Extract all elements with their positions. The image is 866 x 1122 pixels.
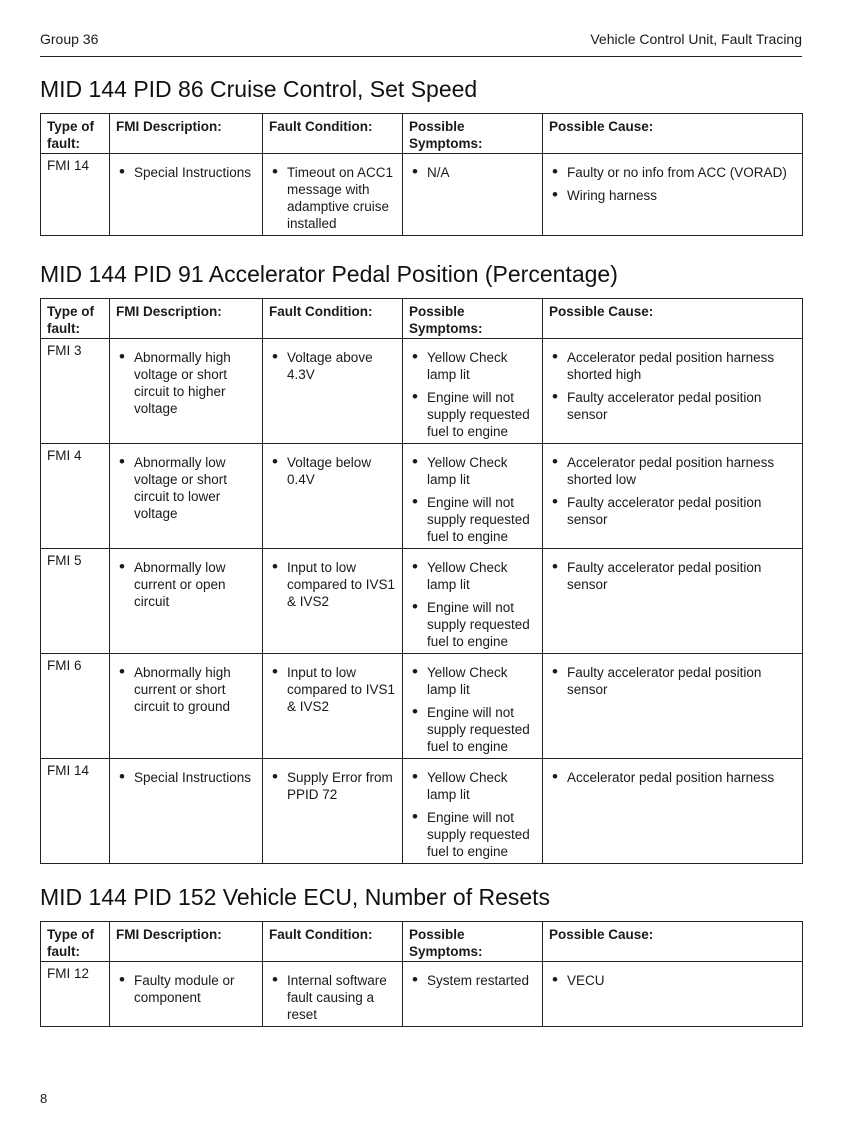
bullet-list (117, 559, 258, 610)
fault-condition-header: Fault Condition: (263, 114, 403, 154)
bullet-list (550, 972, 798, 989)
bullet-item: • Engine will not supply requested fuel to engine (410, 389, 538, 440)
possible-cause-header: Possible Cause: (543, 922, 803, 962)
possible-symptoms-header: Possible Symptoms: (403, 114, 543, 154)
fmi-code: FMI 6 (41, 654, 110, 759)
bullet-list (117, 164, 258, 181)
fault-condition-cell (263, 549, 403, 654)
fmi-description-header: FMI Description: (110, 299, 263, 339)
bullet-item: • Input to low compared to IVS1 & IVS2 (270, 664, 398, 715)
bullet-list (270, 349, 398, 383)
bullet-item: • Wiring harness (550, 187, 798, 204)
bullet-item: • Special Instructions (117, 769, 258, 786)
bullet-item: • Supply Error from PPID 72 (270, 769, 398, 803)
bullet-item: • Abnormally low voltage or short circuit to lower voltage (117, 454, 258, 522)
bullet-list (117, 454, 258, 522)
table-row (41, 962, 803, 1027)
table-row (41, 444, 803, 549)
fmi-code: FMI 4 (41, 444, 110, 549)
bullet-item: • Input to low compared to IVS1 & IVS2 (270, 559, 398, 610)
fault-condition-header: Fault Condition: (263, 922, 403, 962)
table-header-row (41, 922, 803, 962)
possible-symptoms-cell (403, 962, 543, 1027)
fault-table-pid-152 (40, 921, 803, 1027)
possible-cause-cell (543, 549, 803, 654)
possible-symptoms-header: Possible Symptoms: (403, 922, 543, 962)
bullet-item: • Abnormally low current or open circuit (117, 559, 258, 610)
possible-symptoms-cell (403, 154, 543, 236)
bullet-item: • Accelerator pedal position harness shorted low (550, 454, 798, 488)
bullet-item: • Faulty or no info from ACC (VORAD) (550, 164, 798, 181)
bullet-item: • Engine will not supply requested fuel to engine (410, 494, 538, 545)
bullet-list (410, 164, 538, 181)
possible-symptoms-cell (403, 654, 543, 759)
bullet-item: • Faulty accelerator pedal position sensor (550, 389, 798, 423)
bullet-item: • N/A (410, 164, 538, 181)
section-title-pid-152: MID 144 PID 152 Vehicle ECU, Number of Resets (40, 884, 551, 910)
fault-condition-cell (263, 654, 403, 759)
fmi-code: FMI 12 (41, 962, 110, 1027)
bullet-item: • Abnormally high voltage or short circuit to higher voltage (117, 349, 258, 417)
bullet-item: • Faulty module or component (117, 972, 258, 1006)
possible-cause-cell (543, 444, 803, 549)
fmi-description-cell (110, 962, 263, 1027)
fmi-code: FMI 14 (41, 154, 110, 236)
bullet-list (270, 164, 398, 232)
header-title: Vehicle Control Unit, Fault Tracing (590, 31, 802, 47)
possible-symptoms-header: Possible Symptoms: (403, 299, 543, 339)
possible-symptoms-cell (403, 759, 543, 864)
bullet-list (550, 454, 798, 528)
bullet-list (270, 664, 398, 715)
bullet-item: • VECU (550, 972, 798, 989)
bullet-item: • Voltage above 4.3V (270, 349, 398, 383)
bullet-list (270, 454, 398, 488)
fault-table-pid-91 (40, 298, 803, 864)
fault-table-pid-86 (40, 113, 803, 236)
fault-type-header: Type of fault: (41, 922, 110, 962)
bullet-list (550, 349, 798, 423)
bullet-item: • Engine will not supply requested fuel to engine (410, 599, 538, 650)
possible-symptoms-cell (403, 444, 543, 549)
table-row (41, 339, 803, 444)
bullet-item: • Engine will not supply requested fuel to engine (410, 809, 538, 860)
fmi-code: FMI 5 (41, 549, 110, 654)
fmi-description-cell (110, 339, 263, 444)
bullet-list (550, 769, 798, 786)
page-number: 8 (40, 1091, 48, 1106)
fmi-description-cell (110, 759, 263, 864)
fmi-description-cell (110, 549, 263, 654)
bullet-item: • Abnormally high current or short circuit to ground (117, 664, 258, 715)
possible-cause-cell (543, 759, 803, 864)
bullet-item: • Accelerator pedal position harness shorted high (550, 349, 798, 383)
fault-condition-header: Fault Condition: (263, 299, 403, 339)
bullet-item: • Faulty accelerator pedal position sensor (550, 494, 798, 528)
bullet-list (270, 972, 398, 1023)
bullet-item: • Faulty accelerator pedal position sensor (550, 559, 798, 593)
bullet-item: • Engine will not supply requested fuel to engine (410, 704, 538, 755)
table-row (41, 154, 803, 236)
bullet-list (117, 349, 258, 417)
bullet-list (550, 559, 798, 593)
header-divider (40, 56, 802, 57)
bullet-list (410, 769, 538, 860)
bullet-list (550, 164, 798, 204)
bullet-item: • Faulty accelerator pedal position sensor (550, 664, 798, 698)
bullet-list (410, 664, 538, 755)
bullet-item: • Yellow Check lamp lit (410, 664, 538, 698)
fmi-description-cell (110, 154, 263, 236)
fmi-description-cell (110, 654, 263, 759)
bullet-list (270, 559, 398, 610)
possible-cause-cell (543, 962, 803, 1027)
fault-condition-cell (263, 759, 403, 864)
fault-condition-cell (263, 444, 403, 549)
bullet-list (550, 664, 798, 698)
fmi-code: FMI 3 (41, 339, 110, 444)
bullet-list (410, 349, 538, 440)
bullet-item: • Yellow Check lamp lit (410, 454, 538, 488)
possible-cause-cell (543, 654, 803, 759)
bullet-list (410, 454, 538, 545)
fmi-description-header: FMI Description: (110, 922, 263, 962)
possible-cause-header: Possible Cause: (543, 114, 803, 154)
bullet-item: • System restarted (410, 972, 538, 989)
bullet-list (117, 769, 258, 786)
bullet-list (410, 972, 538, 989)
table-header-row (41, 114, 803, 154)
bullet-item: • Voltage below 0.4V (270, 454, 398, 488)
fault-condition-cell (263, 154, 403, 236)
fmi-code: FMI 14 (41, 759, 110, 864)
possible-cause-header: Possible Cause: (543, 299, 803, 339)
fault-type-header: Type of fault: (41, 299, 110, 339)
possible-symptoms-cell (403, 339, 543, 444)
bullet-list (270, 769, 398, 803)
group-label: Group 36 (40, 31, 99, 47)
bullet-list (117, 972, 258, 1006)
bullet-item: • Yellow Check lamp lit (410, 769, 538, 803)
table-header-row (41, 299, 803, 339)
possible-cause-cell (543, 339, 803, 444)
fault-condition-cell (263, 339, 403, 444)
section-title-pid-86: MID 144 PID 86 Cruise Control, Set Speed (40, 76, 478, 102)
fault-condition-cell (263, 962, 403, 1027)
fmi-description-cell (110, 444, 263, 549)
possible-cause-cell (543, 154, 803, 236)
bullet-list (410, 559, 538, 650)
section-title-pid-91: MID 144 PID 91 Accelerator Pedal Position (Percentage) (40, 261, 618, 287)
bullet-item: • Yellow Check lamp lit (410, 559, 538, 593)
bullet-item: • Accelerator pedal position harness (550, 769, 798, 786)
bullet-item: • Special Instructions (117, 164, 258, 181)
bullet-list (117, 664, 258, 715)
table-row (41, 549, 803, 654)
possible-symptoms-cell (403, 549, 543, 654)
bullet-item: • Internal software fault causing a reset (270, 972, 398, 1023)
table-row (41, 654, 803, 759)
fault-type-header: Type of fault: (41, 114, 110, 154)
table-row (41, 759, 803, 864)
bullet-item: • Timeout on ACC1 message with adamptive cruise installed (270, 164, 398, 232)
bullet-item: • Yellow Check lamp lit (410, 349, 538, 383)
fmi-description-header: FMI Description: (110, 114, 263, 154)
